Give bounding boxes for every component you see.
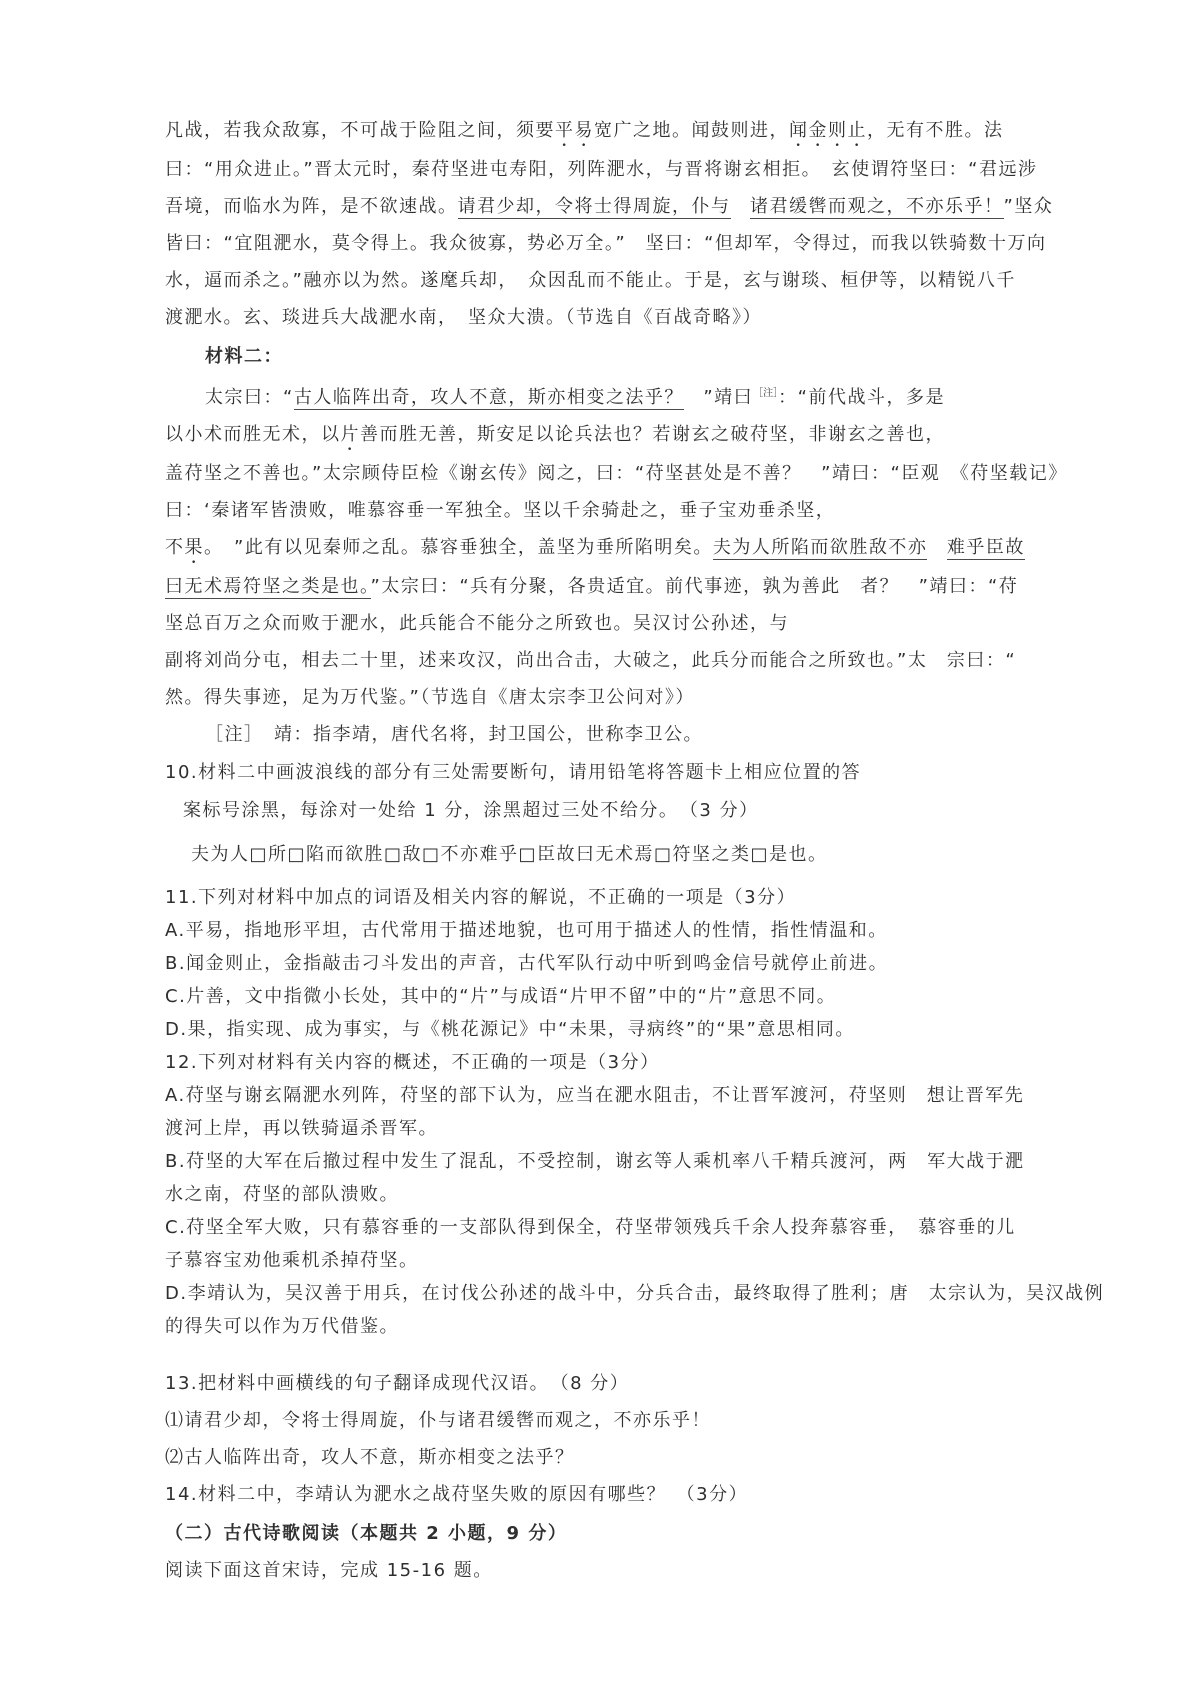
text-line: （二）古代诗歌阅读（本题共 2 小题，9 分） [165, 1523, 568, 1544]
question-13 [165, 1365, 1060, 1476]
text-line: A.苻坚与谢玄隔淝水列阵，苻坚的部下认为，应当在淝水阻击，不让晋军渡河，苻坚则 想让晋军先 [165, 1085, 1025, 1106]
text-line: 案标号涂黑，每涂对一处给 1 分，涂黑超过三处不给分。 （3 分） [183, 800, 759, 821]
question-10 [165, 755, 1060, 873]
text-line: ⑵古人临阵出奇，攻人不意，斯亦相变之法乎？ [165, 1447, 575, 1468]
text-line: B.闻金则止，金指敲击刁斗发出的声音，古代军队行动中听到鸣金信号就停止前进。 [165, 953, 889, 974]
text-line: 坚总百万之众而败于淝水，此兵能合不能分之所致也。吴汉讨公孙述，与 [165, 613, 789, 634]
text-line: D.李靖认为，吴汉善于用兵，在讨伐公孙述的战斗中，分兵合击，最终取得了胜利；唐 太宗认为，吴汉战例 [165, 1283, 1105, 1304]
text-line: 曰无术焉符坚之类是也。”太宗曰：“兵有分聚，各贵适宜。前代事迹，孰为善此 者？ ”靖曰：“苻 [165, 576, 1019, 597]
text-line: 盖苻坚之不善也。”太宗顾侍臣检《谢玄传》阅之，曰：“苻坚甚处是不善？ ”靖曰：“臣观 《苻坚载记》 [165, 463, 1068, 484]
text-line: 水，逼而杀之。”融亦以为然。遂麾兵却， 众因乱而不能止。于是，玄与谢琰、桓伊等，以精锐八千 [165, 270, 1016, 291]
text-line: 阅读下面这首宋诗，完成 15-16 题。 [165, 1560, 493, 1581]
question-14 [165, 1476, 1060, 1513]
text-line: 皆曰：“宜阻淝水，莫令得上。我众彼寡，势必万全。” 坚曰：“但却军，令得过，而我以铁骑数十万向 [165, 233, 1047, 254]
text-line: ⑴请君少却，令将士得周旋，仆与诸君缓辔而观之，不亦乐乎！ [165, 1410, 711, 1431]
text-line: 曰：‘秦诸军皆溃败，唯慕容垂一军独全。坚以千余骑赴之，垂子宝劝垂杀坚， [165, 500, 836, 521]
material-two-heading: 材料二： [205, 346, 283, 367]
text-line: 13.把材料中画横线的句子翻译成现代汉语。 （8 分） [165, 1373, 630, 1394]
material-one-paragraph [165, 112, 1060, 336]
section-two-heading [165, 1515, 1060, 1552]
material-two-paragraph [165, 375, 1068, 716]
text-line: C.苻坚全军大败，只有慕容垂的一支部队得到保全，苻坚带领残兵千余人投奔慕容垂， 慕容垂的儿 [165, 1217, 1016, 1238]
text-line: 太宗曰：“古人临阵出奇，攻人不意，斯亦相变之法乎？ ”靖曰$^{[注]}$：“前代战斗，多是 [205, 387, 945, 408]
text-line: B.苻坚的大军在后撤过程中发生了混乱，不受控制，谢玄等人乘机率八千精兵渡河，两 军大战于淝 [165, 1151, 1025, 1172]
text-line: 水之南，苻坚的部队溃败。 [165, 1184, 399, 1205]
text-line: 14.材料二中，李靖认为淝水之战苻坚失败的原因有哪些？ （3分） [165, 1484, 749, 1505]
text-line: 10.材料二中画波浪线的部分有三处需要断句，请用铅笔将答题卡上相应位置的答 [165, 762, 862, 783]
text-line: 吾境，而临水为阵，是不欲速战。请君少却，令将士得周旋，仆与 诸君缓辔而观之，不亦乐乎！”坚众 [165, 196, 1054, 217]
question-11 [165, 881, 1060, 1046]
text-line: 副将刘尚分屯，相去二十里，述来攻汉，尚出合击，大破之，此兵分而能合之所致也。”太 宗曰：“ [165, 650, 1017, 671]
text-line: 以小术而胜无术，以片善而胜无善，斯安足以论兵法也？若谢玄之破苻坚，非谢玄之善也， [165, 424, 945, 445]
text-line: 不果。 ”此有以见秦师之乱。慕容垂独全，盖坚为垂所陷明矣。夫为人所陷而欲胜敌不亦 难乎臣故 [165, 537, 1025, 558]
text-line: 渡河上岸，再以铁骑逼杀晋军。 [165, 1118, 438, 1139]
section-two-intro [165, 1552, 1060, 1589]
text-line: 11.下列对材料中加点的词语及相关内容的解说，不正确的一项是（3分） [165, 887, 797, 908]
text-line: C.片善，文中指微小长处，其中的“片”与成语“片甲不留”中的“片”意思不同。 [165, 986, 837, 1007]
text-line: 子慕容宝劝他乘机杀掉苻坚。 [165, 1250, 419, 1271]
text-line: D.果，指实现、成为事实，与《桃花源记》中“未果，寻病终”的“果”意思相同。 [165, 1019, 855, 1040]
text-line: 然。得失事迹，足为万代鉴。”（节选自《唐太宗李卫公问对》） [165, 687, 695, 708]
text-line: 曰：“用众进止。”晋太元时，秦苻坚进屯寿阳，列阵淝水，与晋将谢玄相拒。 玄使谓符坚曰：“君远涉 [165, 159, 1038, 180]
text-line: 渡淝水。玄、琰进兵大战淝水南， 坚众大溃。（节选自《百战奇略》） [165, 307, 762, 328]
text-line: ［注］ 靖：指李靖，唐代名将，封卫国公，世称李卫公。 [205, 724, 703, 745]
text-line: A.平易，指地形平坦，古代常用于描述地貌，也可用于描述人的性情，指性情温和。 [165, 920, 888, 941]
text-line: 的得失可以作为万代借鉴。 [165, 1316, 399, 1337]
footnote [165, 716, 1060, 753]
text-line: 12.下列对材料有关内容的概述，不正确的一项是（3分） [165, 1052, 660, 1073]
text-line: 凡战，若我众敌寡，不可战于险阻之间，须要平易宽广之地。闻鼓则进，闻金则止，无有不胜。法 [165, 120, 1004, 141]
question-12 [165, 1046, 1105, 1343]
text-line: 夫为人□所□陷而欲胜□敌□不亦难乎□臣故曰无术焉□符坚之类□是也。 [191, 844, 828, 865]
